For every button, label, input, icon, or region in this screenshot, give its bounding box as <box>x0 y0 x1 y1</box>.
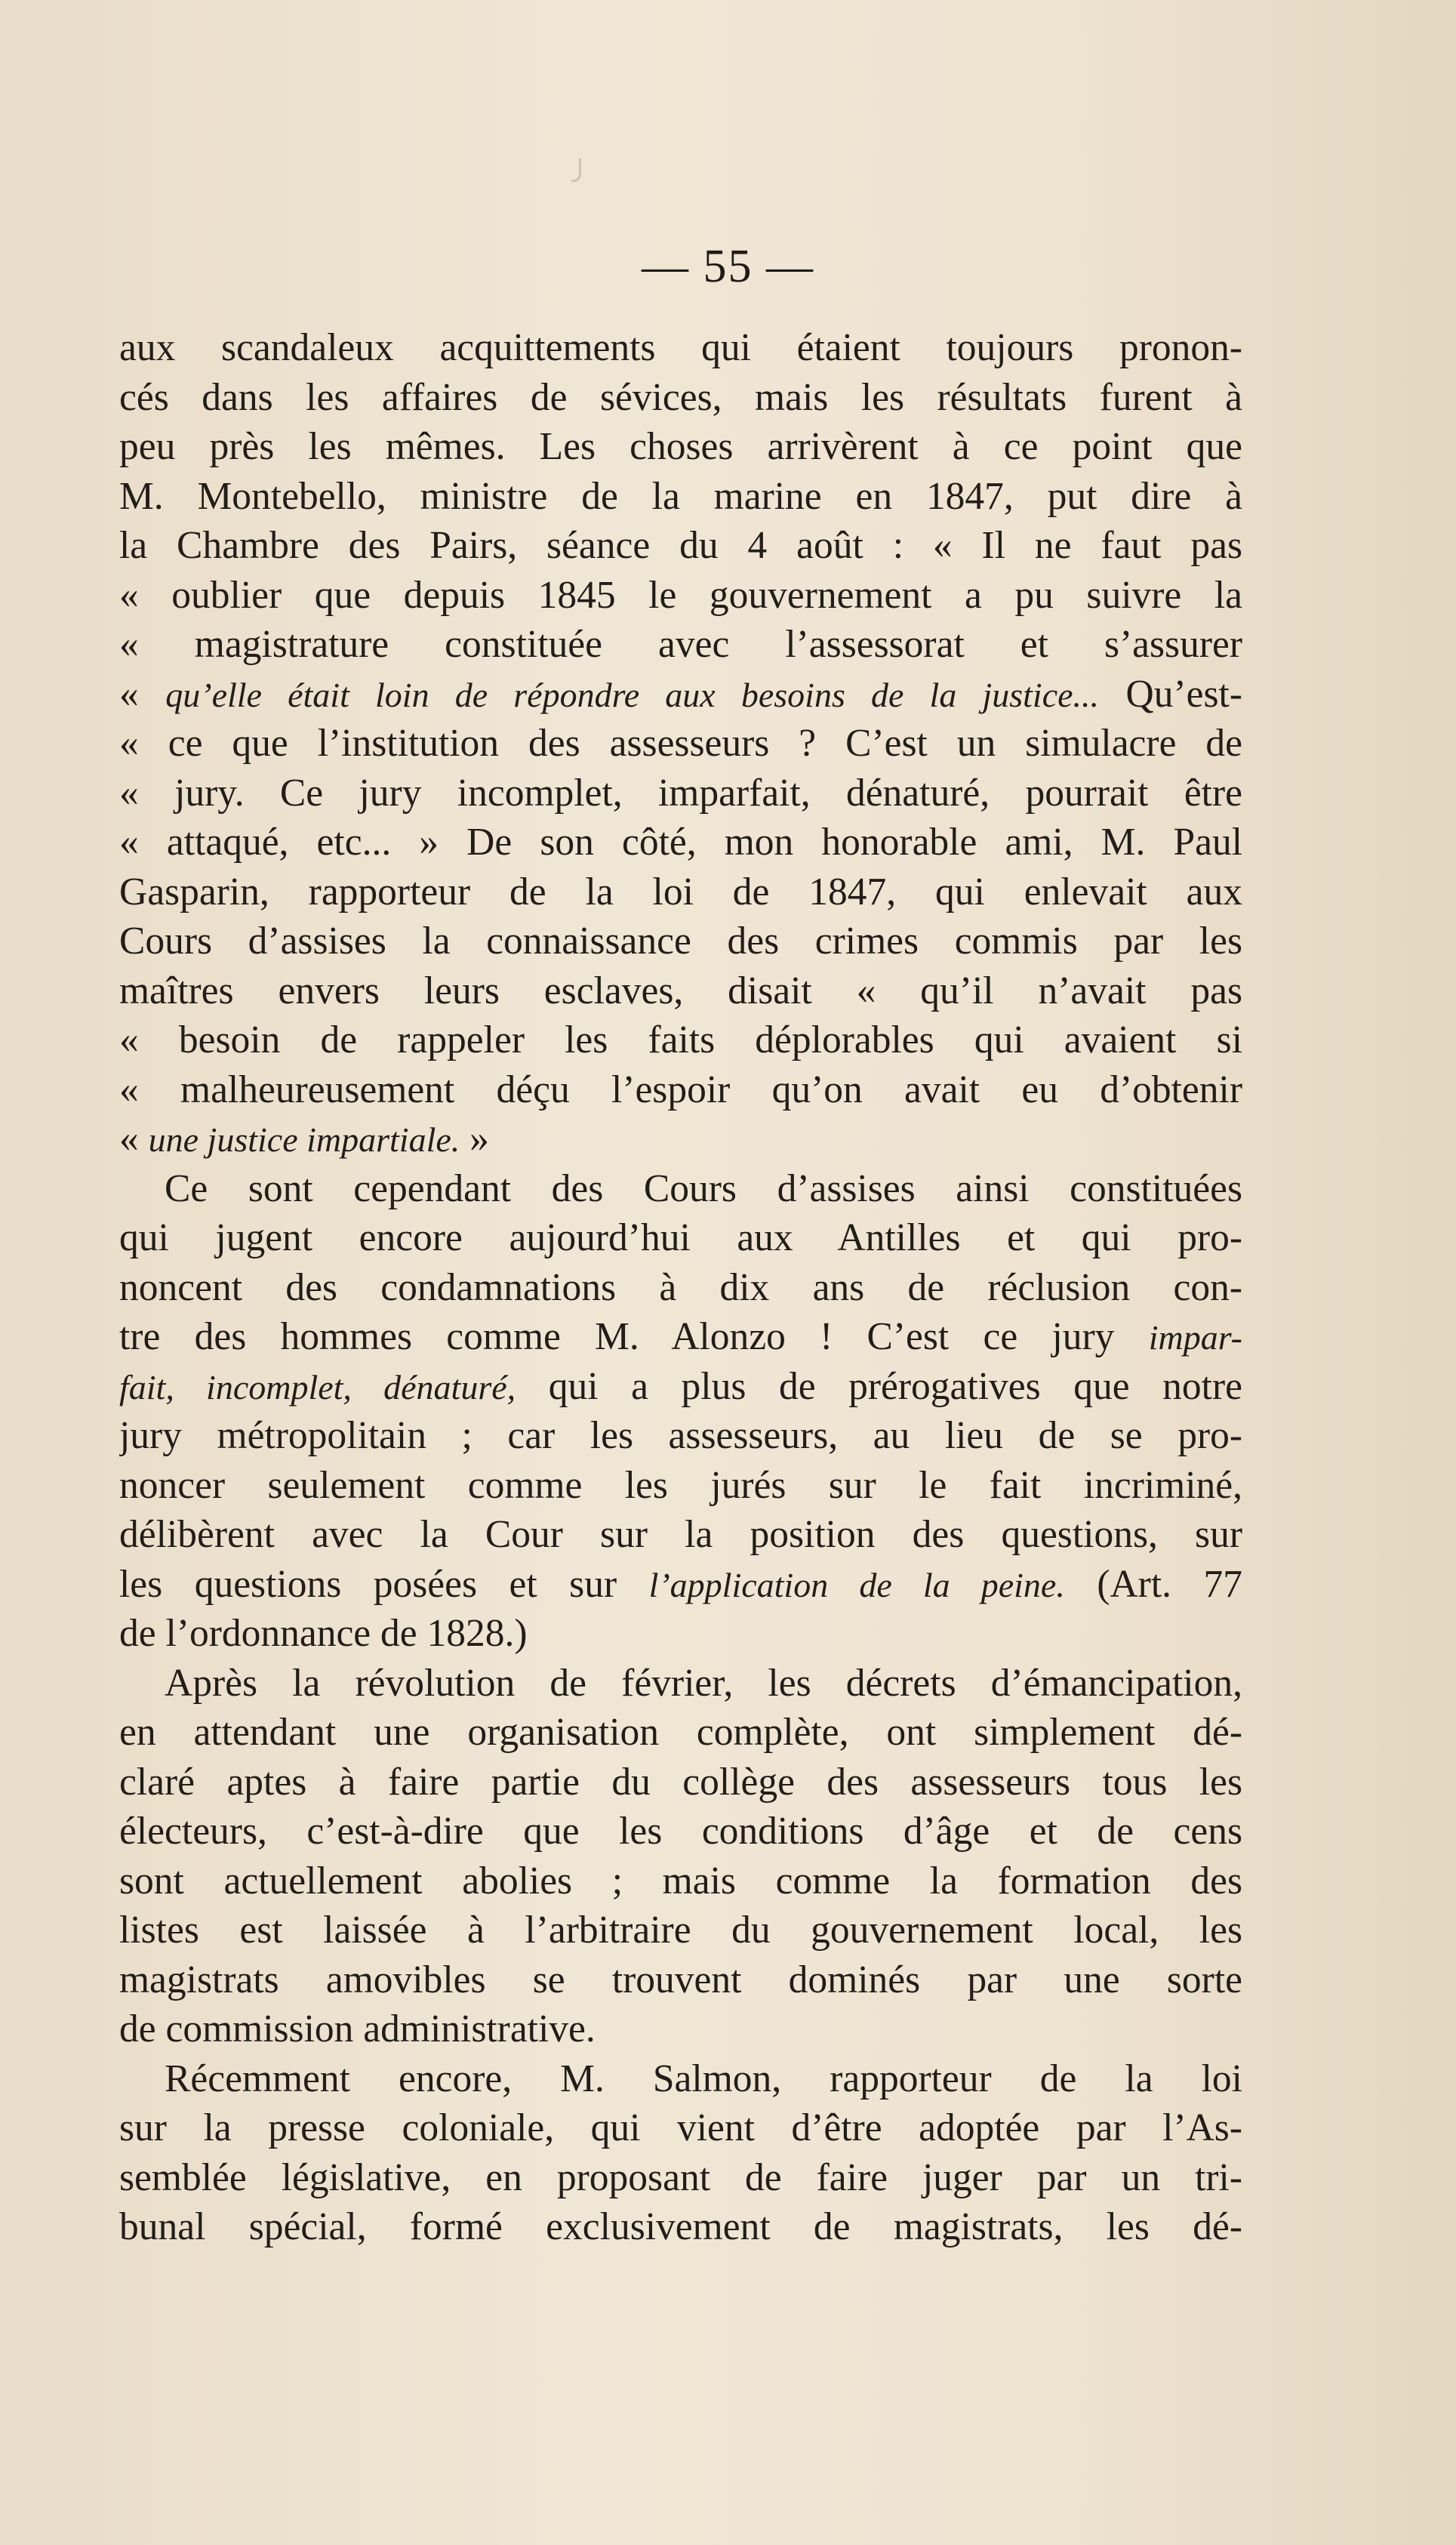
text-span: M. Montebello, ministre de la marine en 1847, put dire à <box>119 474 1242 518</box>
text-span: de l’ordonnance de 1828.) <box>119 1612 528 1655</box>
text-span: « <box>119 1117 149 1160</box>
text-span: peu près les mêmes. Les choses arrivèrent à ce point que <box>119 425 1242 468</box>
text-span: « <box>119 672 166 716</box>
text-span: tre des hommes comme M. Alonzo ! C’est ce jury <box>119 1315 1149 1358</box>
text-line <box>119 620 1242 670</box>
text-span: « magistrature constituée avec l’assessorat et s’assurer <box>119 623 1242 666</box>
text-line <box>119 1955 1242 2005</box>
text-line <box>119 1906 1242 1955</box>
text-line <box>119 1510 1242 1560</box>
text-line <box>119 1560 1242 1610</box>
italic-span: une justice impartiale. <box>148 1120 460 1159</box>
text-line <box>119 1807 1242 1856</box>
text-span: cés dans les affaires de sévices, mais les résultats furent à <box>119 375 1242 419</box>
italic-span: fait, incomplet, dénaturé, <box>119 1367 516 1407</box>
text-line <box>119 373 1242 423</box>
text-span: Ce sont cependant des Cours d’assises ainsi constituées <box>165 1166 1242 1210</box>
text-span: noncent des condamnations à dix ans de réclusion con- <box>119 1265 1242 1309</box>
text-line <box>119 521 1242 571</box>
text-line <box>119 1411 1242 1461</box>
text-span: Récemment encore, M. Salmon, rapporteur de la loi <box>165 2057 1242 2100</box>
text-span: qui jugent encore aujourd’hui aux Antilles et qui pro- <box>119 1216 1242 1259</box>
text-span: listes est laissée à l’arbitraire du gouvernement local, les <box>119 1909 1242 1952</box>
text-span: magistrats amovibles se trouvent dominés par une sorte <box>119 1958 1242 2001</box>
text-span: bunal spécial, formé exclusivement de magistrats, les dé- <box>119 2205 1242 2248</box>
text-line <box>119 769 1242 818</box>
text-span: qui a plus de prérogatives que notre <box>516 1364 1242 1408</box>
text-span: sur la presse coloniale, qui vient d’être adoptée par l’As- <box>119 2106 1242 2149</box>
text-line <box>119 2153 1242 2203</box>
italic-span: impar- <box>1148 1318 1242 1357</box>
text-span: sont actuellement abolies ; mais comme la formation des <box>119 1859 1242 1903</box>
text-span: Qu’est- <box>1099 672 1242 716</box>
text-line <box>119 1065 1242 1115</box>
text-span: de commission administrative. <box>119 2007 596 2050</box>
text-line <box>119 1461 1242 1511</box>
text-line <box>119 422 1242 472</box>
text-span: « attaqué, etc... » De son côté, mon honorable ami, M. Paul <box>119 821 1242 864</box>
text-span: noncer seulement comme les jurés sur le fait incriminé, <box>119 1463 1242 1507</box>
text-line <box>119 472 1242 522</box>
paragraph-4 <box>119 2054 1242 2252</box>
text-line <box>119 1708 1242 1758</box>
italic-span: l’application de la peine. <box>648 1565 1065 1604</box>
text-line <box>119 2202 1242 2252</box>
italic-span: qu’elle était loin de répondre aux besoins de la justice... <box>165 675 1100 714</box>
text-span: Après la révolution de février, les décrets d’émancipation, <box>165 1661 1242 1705</box>
text-span: aux scandaleux acquittements qui étaient toujours pronon- <box>119 326 1242 369</box>
text-span: « ce que l’institution des assesseurs ? C’est un simulacre de <box>119 722 1242 765</box>
text-line <box>119 1856 1242 1906</box>
text-span: » <box>460 1117 489 1160</box>
text-line <box>119 2054 1242 2104</box>
text-line <box>119 966 1242 1016</box>
text-span: jury métropolitain ; car les assesseurs, au lieu de se pro- <box>119 1414 1242 1457</box>
paragraph-1 <box>119 323 1242 1164</box>
text-span: maîtres envers leurs esclaves, disait « qu’il n’avait pas <box>119 969 1242 1012</box>
text-line <box>119 323 1242 373</box>
text-line <box>119 719 1242 769</box>
text-line <box>119 2103 1242 2153</box>
text-line <box>119 1263 1242 1313</box>
text-line <box>119 1609 1242 1659</box>
paragraph-3 <box>119 1659 1242 2054</box>
paragraph-2 <box>119 1164 1242 1659</box>
text-line <box>119 818 1242 867</box>
text-span: en attendant une organisation complète, ont simplement dé- <box>119 1711 1242 1754</box>
text-span: délibèrent avec la Cour sur la position des questions, sur <box>119 1513 1242 1556</box>
text-span: semblée législative, en proposant de faire juger par un tri- <box>119 2155 1242 2199</box>
text-span: Cours d’assises la connaissance des crimes commis par les <box>119 920 1242 963</box>
text-line <box>119 1312 1242 1362</box>
text-line <box>119 1114 1242 1164</box>
margin-mark <box>571 159 581 182</box>
text-span: (Art. 77 <box>1064 1562 1242 1606</box>
text-line <box>119 1362 1242 1412</box>
text-span: « besoin de rappeler les faits déplorables qui avaient si <box>119 1018 1242 1061</box>
body-text <box>119 323 1242 2252</box>
text-line <box>119 571 1242 621</box>
text-span: « oublier que depuis 1845 le gouvernement a pu suivre la <box>119 573 1242 617</box>
text-span: « jury. Ce jury incomplet, imparfait, dénaturé, pourrait être <box>119 771 1242 815</box>
text-line <box>119 867 1242 917</box>
text-line <box>119 1015 1242 1065</box>
text-line <box>119 917 1242 966</box>
text-line <box>119 1164 1242 1214</box>
text-line <box>119 1213 1242 1263</box>
text-span: Gasparin, rapporteur de la loi de 1847, qui enlevait aux <box>119 870 1242 914</box>
text-span: « malheureusement déçu l’espoir qu’on avait eu d’obtenir <box>119 1068 1242 1111</box>
text-span: électeurs, c’est-à-dire que les conditions d’âge et de cens <box>119 1810 1242 1853</box>
text-span: claré aptes à faire partie du collège des assesseurs tous les <box>119 1760 1242 1804</box>
text-span: les questions posées et sur <box>119 1562 649 1606</box>
text-line <box>119 1758 1242 1807</box>
text-line <box>119 1659 1242 1708</box>
page-number: — 55 — <box>642 241 814 292</box>
text-line <box>119 670 1242 719</box>
text-span: la Chambre des Pairs, séance du 4 août : « Il ne faut pas <box>119 524 1242 567</box>
text-line <box>119 2004 1242 2054</box>
